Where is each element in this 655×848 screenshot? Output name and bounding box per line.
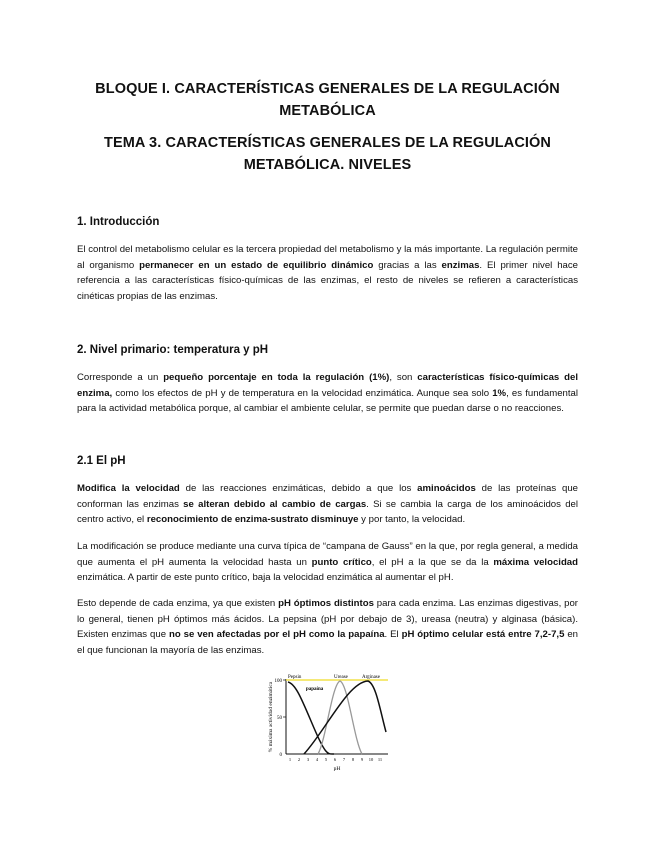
x-tick-label: 7 (342, 757, 346, 762)
y-tick-label: 100 (274, 679, 282, 684)
x-tick-label: 4 (315, 757, 319, 762)
y-tick-label: 50 (277, 716, 282, 721)
urease-label: Urease (334, 675, 348, 680)
x-tick-label: 2 (297, 757, 301, 762)
x-tick-label: 9 (360, 757, 364, 762)
ph-activity-figure (262, 670, 394, 774)
paragraph-ph-3: Esto depende de cada enzima, ya que existen pH óptimos distintos para cada enzima. Las enzimas digestivas, por lo general, tienen pH óptimos más ácidos. La pepsina (pH por debajo de 3), ureasa (neutra) y alginasa (básica). Existen enzimas que no se ven afectadas por el pH como la papaína. El pH óptimo celular está entre 7,2-7,5 en el que funcionan la mayoría de las enzimas. (77, 598, 578, 656)
x-tick-label: 5 (324, 757, 328, 762)
urease-curve (318, 681, 362, 754)
paragraph-nivel-primario: Corresponde a un pequeño porcentaje en toda la regulación (1%), son características físico-químicas del enzima, como los efectos de pH y de temperatura en la velocidad enzimática. Aunque sea solo 1%, es fundamental para la actividad metabólica porque, al cambiar el ambiente celular, se permite que puedan darse o no reacciones. (77, 372, 579, 415)
paragraph-ph-2: La modificación se produce mediante una curva típica de “campana de Gauss” en la que, por regla general, a medida que aumenta el pH aumenta la velocidad hasta un punto crítico, el pH a la que se da la máxima velocidad enzimática. A partir de este punto crítico, baja la velocidad enzimática al aumentar el pH. (77, 541, 579, 584)
paragraph-introduccion: El control del metabolismo celular es la tercera propiedad del metabolismo y la más importante. La regulación permite al organismo permanecer en un estado de equilibrio dinámico gracias a las enzimas. El primer nivel hace referencia a las características físico-químicas de las enzimas, el resto de niveles se refieren a características cinéticas propias de las enzimas. (77, 244, 579, 302)
x-axis-label: pH (333, 766, 341, 772)
x-ticks (289, 757, 382, 762)
x-tick-label: 11 (377, 757, 383, 762)
section-heading-nivel-primario: 2. Nivel primario: temperatura y pH (77, 344, 269, 356)
papain-label: papaína (306, 687, 324, 692)
arginase-label: Arginase (362, 675, 380, 680)
block-title: BLOQUE I. CARACTERÍSTICAS GENERALES DE LA REGULACIÓN METABÓLICA (95, 81, 560, 119)
topic-title: TEMA 3. CARACTERÍSTICAS GENERALES DE LA REGULACIÓN METABÓLICA. NIVELES (103, 135, 551, 173)
paragraph-ph-1: Modifica la velocidad de las reacciones enzimáticas, debido a que los aminoácidos de las proteínas que conforman las enzimas se alteran debido al cambio de cargas. Si se cambia la carga de los aminoácidos del centro activo, el reconocimiento de enzima-sustrato disminuye y por tanto, la velocidad. (77, 483, 579, 526)
x-tick-label: 6 (333, 757, 337, 762)
section-heading-introduccion: 1. Introducción (77, 216, 160, 228)
x-tick-label: 1 (288, 757, 292, 762)
x-tick-label: 3 (306, 757, 310, 762)
pepsin-label: Pepsin (288, 675, 302, 680)
y-tick-label: 0 (279, 753, 282, 758)
y-axis-label: % máxima actividad enzimática (268, 681, 274, 753)
x-tick-label: 10 (368, 757, 374, 762)
pepsin-curve (288, 682, 334, 754)
x-tick-label: 8 (351, 757, 355, 762)
section-heading-ph: 2.1 El pH (77, 455, 126, 467)
